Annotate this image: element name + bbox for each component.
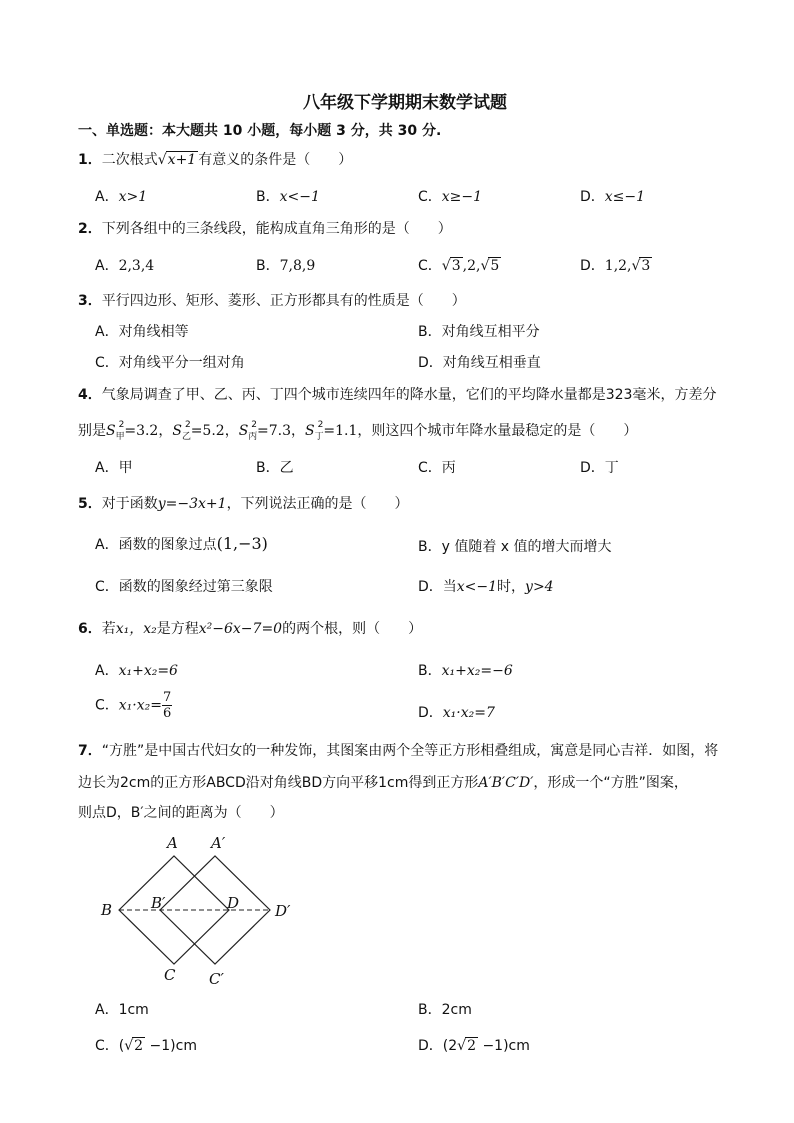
question-1 xyxy=(78,149,352,169)
option-b[interactable]: B．对角线互相平分 xyxy=(418,324,540,340)
sqrt-sign: √ xyxy=(631,258,641,274)
section-heading: 一、单选题：本大题共 10 小题，每小题 3 分，共 30 分. xyxy=(78,123,442,139)
option-label: B． xyxy=(418,663,442,679)
option-d[interactable]: D．丁 xyxy=(580,460,619,476)
option-b[interactable]: B．乙 xyxy=(256,460,294,476)
option-value: 1,2, xyxy=(604,258,632,274)
option-label: A． xyxy=(95,258,119,274)
option-text: A．函数的图象过点 xyxy=(95,537,217,553)
option-c[interactable] xyxy=(418,255,501,275)
option-value: x≥−1 xyxy=(441,189,483,205)
option-b[interactable]: B．y 值随着 x 值的增大而增大 xyxy=(418,539,612,555)
question-text: 是方程 xyxy=(156,621,199,637)
option-text: D．(2 xyxy=(418,1038,458,1054)
sqrt-sign: √ xyxy=(457,1038,467,1054)
square-name: A′B′C′D′ xyxy=(478,775,534,791)
fraction xyxy=(162,690,172,721)
option-c[interactable] xyxy=(95,690,172,721)
radicand: 2 xyxy=(467,1038,476,1054)
equation: x²−6x−7=0 xyxy=(198,621,283,637)
question-text-tail: 有意义的条件是（ ） xyxy=(198,152,353,168)
option-value: 7,8,9 xyxy=(279,258,316,274)
option-d[interactable] xyxy=(580,255,652,275)
option-value: 2,3,4 xyxy=(118,258,155,274)
sqrt-sign: √ xyxy=(441,258,451,274)
variance-superscript: 2 xyxy=(118,420,125,431)
question-4 xyxy=(78,384,716,404)
radicand: 5 xyxy=(490,258,500,274)
variance-superscript: 2 xyxy=(184,420,191,431)
label-c-prime: C′ xyxy=(209,970,224,988)
option-value: ,2, xyxy=(462,258,481,274)
question-5 xyxy=(78,493,409,513)
option-value: x₁+x₂=−6 xyxy=(441,663,513,679)
question-number: 1． xyxy=(78,152,102,168)
radicand: 3 xyxy=(451,258,461,274)
variance-subscript: 乙 xyxy=(181,431,191,442)
option-c[interactable]: C．对角线平分一组对角 xyxy=(95,355,245,371)
radicand: 2 xyxy=(134,1038,144,1054)
question-7 xyxy=(78,740,718,760)
variance-superscript: 2 xyxy=(251,420,258,431)
fangsheng-figure xyxy=(95,828,325,996)
label-b: B xyxy=(101,901,113,919)
label-a-prime: A′ xyxy=(211,834,226,852)
option-label: C． xyxy=(418,258,442,274)
option-c[interactable]: C．函数的图象经过第三象限 xyxy=(95,579,273,595)
option-c[interactable] xyxy=(95,1035,197,1055)
option-label: A． xyxy=(95,663,119,679)
question-text: “方胜”是中国古代妇女的一种发饰，其图案由两个全等正方形相叠组成，寓意是同心吉祥．如图，将 xyxy=(101,743,719,759)
label-d: D xyxy=(227,894,240,912)
function-expression: y=−3x+1 xyxy=(157,496,227,512)
question-2 xyxy=(78,218,452,238)
option-label: D． xyxy=(418,705,443,721)
option-b[interactable] xyxy=(256,186,320,206)
option-d[interactable] xyxy=(418,702,495,722)
question-4-line2: 别是$S_甲^2=3.2$，$S_乙^2=5.2$，$S_丙^2=7.3$，$S_丁^2=1.1$，则这四个城市年降水量最稳定的是（ ） xyxy=(78,420,638,442)
option-c[interactable] xyxy=(418,186,482,206)
option-value: x₁·x₂= xyxy=(118,697,162,714)
option-a[interactable] xyxy=(95,660,178,680)
variance-value: =3.2 xyxy=(124,423,159,439)
question-number: 2． xyxy=(78,221,102,237)
option-a[interactable]: A．对角线相等 xyxy=(95,324,189,340)
label-c: C xyxy=(164,966,176,984)
question-number: 5． xyxy=(78,496,102,512)
question-number: 7． xyxy=(78,743,102,759)
variance-superscript: 2 xyxy=(317,420,324,431)
option-text: −1)cm xyxy=(145,1038,197,1054)
option-label: B． xyxy=(256,189,280,205)
variance-value: =1.1 xyxy=(323,423,358,439)
question-text-tail: 的两个根，则（ ） xyxy=(282,621,423,637)
option-value: x₁+x₂=6 xyxy=(118,663,178,679)
question-text: 二次根式 xyxy=(101,152,158,168)
result: y>4 xyxy=(525,579,554,595)
question-text: 气象局调查了甲、乙、丙、丁四个城市连续四年的降水量，它们的平均降水量都是323毫米，方差分 xyxy=(101,387,717,403)
sqrt-sign: √ xyxy=(480,258,490,274)
option-d[interactable] xyxy=(418,576,554,596)
option-label: D． xyxy=(580,258,605,274)
option-text: D．当 xyxy=(418,579,457,595)
variance-value: =5.2 xyxy=(190,423,225,439)
radicand: 3 xyxy=(641,258,651,274)
option-d[interactable] xyxy=(418,1035,530,1055)
page-title: 八年级下学期期末数学试题 xyxy=(303,93,507,113)
option-a[interactable] xyxy=(95,186,147,206)
question-3 xyxy=(78,290,466,310)
question-text: 别是 xyxy=(78,423,106,439)
question-text-tail: ，则这四个城市年降水量最稳定的是（ ） xyxy=(357,423,638,439)
variance-subscript: 丁 xyxy=(314,431,324,442)
variance-subscript: 甲 xyxy=(115,431,125,442)
question-text: 对于函数 xyxy=(101,496,158,512)
question-text: 下列各组中的三条线段，能构成直角三角形的是（ ） xyxy=(101,221,452,237)
option-label: B． xyxy=(256,258,280,274)
option-b[interactable] xyxy=(256,255,315,275)
option-d[interactable] xyxy=(580,186,645,206)
variance-subscript: 丙 xyxy=(248,431,258,442)
label-a: A xyxy=(167,834,178,852)
question-text: ，形成一个“方胜”图案， xyxy=(533,775,688,791)
question-7-line2 xyxy=(78,772,688,792)
option-label: C． xyxy=(95,697,119,714)
option-b[interactable] xyxy=(418,660,513,680)
option-a[interactable] xyxy=(95,534,268,554)
radicand: x+1 xyxy=(167,152,197,168)
option-value: x>1 xyxy=(118,189,148,205)
question-7-line3: 则点D，B′之间的距离为（ ） xyxy=(78,805,284,821)
option-d[interactable]: D．对角线互相垂直 xyxy=(418,355,541,371)
option-value: x<−1 xyxy=(279,189,320,205)
variance-value: =7.3 xyxy=(257,423,292,439)
question-text-tail: ，下列说法正确的是（ ） xyxy=(226,496,409,512)
point-coordinates: (1,−3) xyxy=(216,534,268,553)
question-number: 4． xyxy=(78,387,102,403)
option-a[interactable]: A．甲 xyxy=(95,460,133,476)
question-text: 平行四边形、矩形、菱形、正方形都具有的性质是（ ） xyxy=(101,293,466,309)
option-value: x≤−1 xyxy=(604,189,646,205)
option-text: C．( xyxy=(95,1038,125,1054)
denominator: 6 xyxy=(162,706,172,721)
question-number: 3． xyxy=(78,293,102,309)
option-label: C． xyxy=(418,189,442,205)
option-b[interactable]: B．2cm xyxy=(418,1002,472,1018)
option-a[interactable]: A．1cm xyxy=(95,1002,149,1018)
option-text: −1)cm xyxy=(478,1038,530,1054)
option-label: D． xyxy=(580,189,605,205)
question-6 xyxy=(78,618,422,638)
variables: x₁，x₂ xyxy=(115,621,157,637)
option-a[interactable] xyxy=(95,255,154,275)
option-label: A． xyxy=(95,189,119,205)
question-text: 边长为2cm的正方形ABCD沿对角线BD方向平移1cm得到正方形 xyxy=(78,775,479,791)
option-text: 时， xyxy=(497,579,526,595)
numerator: 7 xyxy=(162,690,172,705)
label-b-prime: B′ xyxy=(151,894,166,912)
condition: x<−1 xyxy=(456,579,498,595)
option-value: x₁·x₂=7 xyxy=(442,705,495,721)
label-d-prime: D′ xyxy=(275,902,291,920)
question-text: 若 xyxy=(101,621,116,637)
sqrt-sign: √ xyxy=(157,152,167,168)
question-number: 6． xyxy=(78,621,102,637)
option-c[interactable]: C．丙 xyxy=(418,460,456,476)
sqrt-sign: √ xyxy=(124,1038,134,1054)
